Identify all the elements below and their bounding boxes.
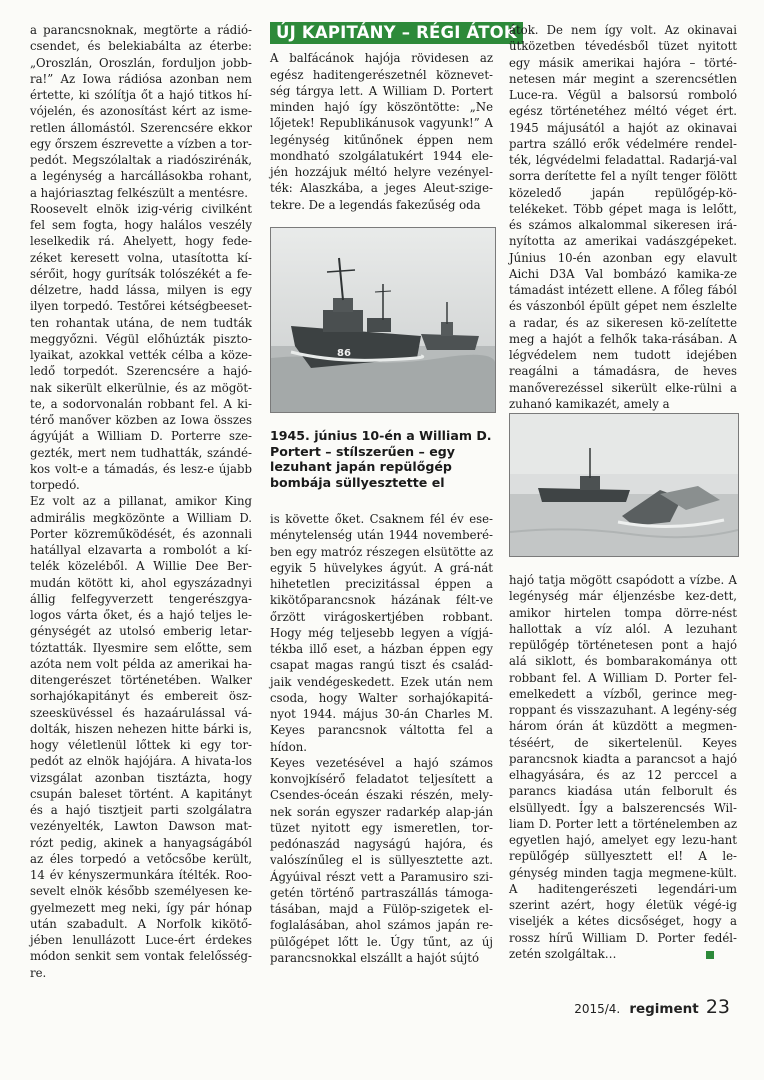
photo-caption: 1945. június 10-én a William D. Portert – stílszerűen – egy lezuhant japán repülőgép bombája süllyesztette el: [270, 428, 492, 490]
paragraph: [509, 572, 737, 962]
paragraph: Ez volt az a pillanat, amikor King admirális megközönte a William D. Porter közreműködését, és azonnali hatállyal elzavarta a rombolót a kí-telék közeléből. A Willie Dee Ber-mudán kötött ki, ahol egyszázadnyi állig felfegyverzett tengerészgya-logos várta őket, és a hajó teljes le-génységét az utolsó emberig letar-tóztatták. Ilyesmire sem előtte, sem azóta nem volt példa az amerikai ha-ditengerészet történetében. Walker sorhajókapitányt és embereit ösz-szeesküvéssel és hazaárulással vá-dolták, hiszen nehezen hitte bárki is, hogy véletlenül lőttek ki egy tor-pedót az elnök hajójára. A hivata-los vizsgálat azonban tisztázta, hogy csupán baleset történt. A kapitányt és a hajó tisztjeit parti szolgálatra vezényelték, Lawton Dawson mat-rózt pedig, akinek a hanyagságából az éles torpedó a vetőcsőbe került, 14 év kényszermunkára ítélték. Roo-sevelt elnök később személyesen ke-gyelmezett meg neki, így pár hónap után szabadult. A Norfolk kikötő-jében lenullázott Luce-ért érdekes módon senkit sem vontak felelősség-re.: [30, 494, 252, 980]
article-column-1: [30, 22, 252, 981]
ship-photo: [270, 227, 496, 413]
article-column-3: [509, 22, 737, 412]
article-column-2-continued: [270, 511, 493, 966]
magazine-name: regiment: [629, 1001, 699, 1017]
article-title: ÚJ KAPITÁNY – RÉGI ÁTOK: [270, 22, 523, 44]
end-of-article-mark: [706, 951, 714, 959]
page-number: 23: [705, 996, 730, 1018]
hull-number: 86: [337, 348, 351, 359]
sinking-photo: [509, 413, 739, 557]
issue-number: 2015/4.: [574, 1002, 621, 1016]
paragraph: A balfácánok hajója rövidesen az egész haditengerészetnél köznevet-ség tárgya lett. A William D. Portert minden hajó így köszöntötte: „Ne lőjetek! Republikánusok vagyunk!” A legénység kitűnőnek éppen nem mondható szolgálatukért 1944 ele-jén hozzájuk méltó helyre vezényel-ték: Alaszkába, a jeges Aleut-szige-tekre. De a legendás fakezűség oda: [270, 51, 493, 212]
page-footer: [574, 996, 730, 1018]
destroyer-image: [271, 228, 495, 412]
paragraph: a parancsnoknak, megtörte a rádió-csendet, és belekiabálta az éterbe: „Oroszlán, Oroszlán, forduljon jobb-ra!” Az Iowa rádiósa azonban nem értette, ki szólítja őt a hajó titkos hí-vójelén, és azonosítást kért az isme-retlen állomástól. Szerencsére ekkor egy őrszem észrevette a vízben a tor-pedót. Megszólaltak a riadószirénák, a legénység a harcállásokba rohant, a hajóriasztag felkészült a mentésre.: [30, 23, 252, 200]
article-column-2: [270, 22, 517, 213]
paragraph: Keyes vezetésével a hajó számos konvojkísérő feladatot teljesített a Csendes-óceán északi részén, mely-nek során egyszer radarkép alap-ján tüzet nyitott egy ismeretlen, tor-pedónaszád nagyságú hajóra, és valószínűleg el is süllyesztette azt. Ágyúival részt vett a Paramusiro szi-getén történő partraszállás támoga-tásában, majd a Fülöp-szigetek el-foglalásában, ahol számos japán re-pülőgépet lőtt le. Úgy tűnt, az új parancsnokkal elszállt a hajót sújtó: [270, 755, 493, 965]
paragraph: átok. De nem így volt. Az okinavai ütközetben tévedésből tüzet nyitott egy másik amerikai hajóra – törté-netesen már megint a szerencsétlen Luce-ra. Végül a balsorsú romboló egész történetéhez méltó véget ért. 1945 májusától a hajót az okinavai partra szálló erők védelmére rendel-ték, légvédelmi feladattal. Radarjá-val sorra derítette fel a nyílt tenger fölött közeledő japán repülőgép-kö-telékeket. Több gépet maga is lelőtt, és számos alkalommal sikeresen irá-nyította az amerikai vadászgépeket. Június 10-én azonban egy elavult Aichi D3A Val bombázó kamika-ze támadást intézett ellene. A főleg fából és vászonból épült gépet nem észlelte a radar, és az sikeresen kö-zelítette meg a hajót a felhők taka-rásában. A légvédelem nem tudott idejében reagálni a támadásra, de heves manőverezéssel sikerült elke-rülni a zuhanó kamikazét, amely a: [509, 23, 737, 411]
paragraph: is követte őket. Csaknem fél év ese-ménytelenség után 1944 novemberé-ben egy matróz részegen elsütötte az egyik 5 hüvelykes ágyút. A grá-nát hihetetlen precizitással éppen a kikötőparancsnok házának félt-ve őrzött virágoskertjében robbant. Hogy még teljesebb legyen a vígjá-tékba illő eset, a házban éppen egy csapat magas rangú tiszt és család-jaik vendégeskedett. Ezek után nem csoda, hogy Walter sorhajókapitá-nyot 1944. május 30-án Charles M. Keyes parancsnok váltotta fel a hídon.: [270, 512, 493, 754]
sinking-ship-image: [510, 414, 738, 556]
paragraph-text: hajó tatja mögött csapódott a vízbe. A legénység már éljenzésbe kez-dett, amikor hirtelen tompa dörre-nést hallottak a víz alól. A lezuhant repülőgép történetesen pont a hajó alá siklott, és bombarakománya ott robbant fel. A William D. Porter fel-emelkedett a vízből, gerince meg-roppant és visszazuhant. A legény-ség három órán át küzdött a megmen-téséért, de sikertelenül. Keyes parancsnok kiadta a parancsot a hajó elhagyására, és az 12 perccel a parancs kiadása után felborult és elsüllyedt. Így a balszerencsés Wil-liam D. Porter lett a történelemben az egyetlen hajó, amelyet egy lezu-hant repülőgép süllyesztett el! A le-génység minden tagja megmene-kült. A haditengerészeti legendári-um szerint azért, hogy életük végé-ig viseljék a kétes dicsőséget, hogy a rossz hírű William D. Porter fedél-zetén szolgáltak…: [509, 573, 737, 961]
paragraph: Roosevelt elnök izig-vérig civilként fel sem fogta, hogy halálos veszély leselkedik rá. Ahelyett, hogy fede-zéket keresett volna, utasította kí-sérőit, hogy gurítsák tolószékét a fe-délzetre, hadd lássa, milyen is egy ilyen torpedó. Testőrei kétségbeeset-ten rohantak utána, de nem tudták meggyőzni. Végül előhúzták piszto-lyaikat, azokkal vették célba a köze-ledő torpedót. Szerencsére a hajó-nak sikerült elkerülnie, és az mögöt-te, a sodorvonalán robbant fel. A ki-térő manőver közben az Iowa összes ágyúját a William D. Porterre sze-gezték, mert nem tudhatták, szándé-kos volt-e a támadás, és lesz-e újabb torpedó.: [30, 201, 252, 492]
article-column-3-continued: [509, 572, 737, 962]
